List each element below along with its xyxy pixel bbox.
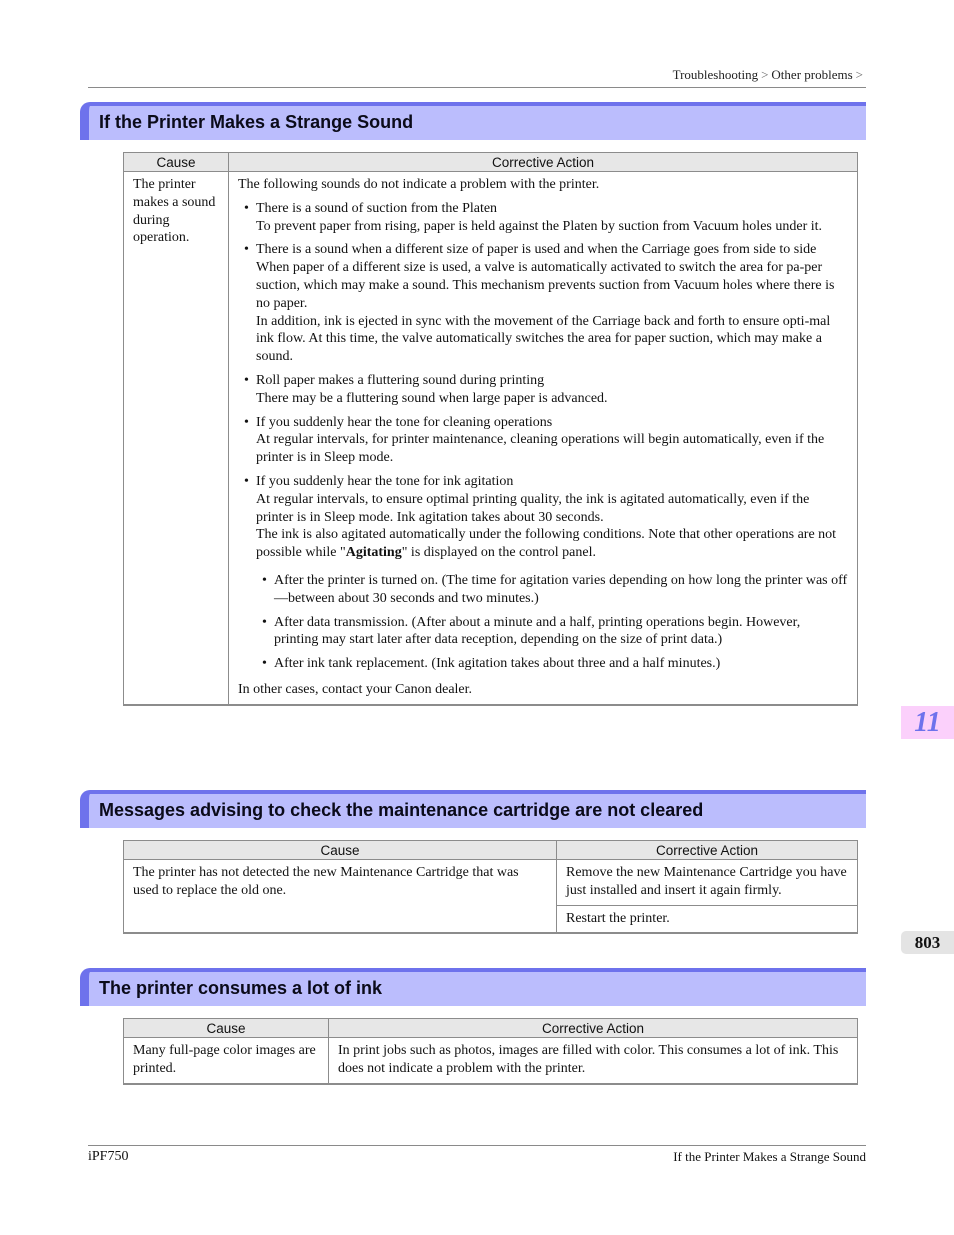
item-title: • If you suddenly hear the tone for cleaning operations <box>256 414 553 430</box>
list-item: • After ink tank replacement. (Ink agitation takes about three and a half minutes.) <box>274 655 848 673</box>
bottom-divider <box>88 1145 866 1146</box>
section-title-strange-sound: If the Printer Makes a Strange Sound <box>80 102 866 140</box>
item-body: In addition, ink is ejected in sync with the movement of the Carriage back and forth to ensure opti-mal ink flow. At this time, the valve automatically switches the area for paper suction, which may make a sound. <box>256 313 831 365</box>
item-body: When paper of a different size is used, a valve is automatically activated to switch the area for pa-per suction, which may make a sound. This mechanism prevents suction from Vacuum holes where there is no paper. <box>256 260 835 311</box>
list-item <box>256 241 848 366</box>
agitating-label: Agitating <box>345 545 402 561</box>
item-body: At regular intervals, for printer maintenance, cleaning operations will begin automatically, even if the printer is in Sleep mode. <box>256 432 825 466</box>
breadcrumb-separator: > <box>761 67 769 82</box>
cause-cell: Many full-page color images are printed. <box>124 1038 329 1084</box>
chapter-tab[interactable]: 11 <box>901 706 954 739</box>
list-item <box>256 200 848 236</box>
table-header-row <box>124 153 858 172</box>
list-item: • After data transmission. (After about a minute and a half, printing operations begin. However, printing may start later after data reception, depending on the size of print data.) <box>274 614 848 650</box>
table-header-row <box>124 1019 858 1038</box>
footer-section-title: If the Printer Makes a Strange Sound <box>673 1149 866 1164</box>
sound-list <box>238 200 848 673</box>
corrective-action-cell: Remove the new Maintenance Cartridge you have just installed and insert it again firmly. <box>557 860 858 906</box>
cause-cell: The printer makes a sound during operation. <box>124 172 229 705</box>
section-title-ink-consumption: The printer consumes a lot of ink <box>80 968 866 1006</box>
breadcrumb-separator: > <box>855 67 863 82</box>
list-item <box>256 473 848 673</box>
top-divider <box>88 87 866 88</box>
item-title: • Roll paper makes a fluttering sound during printing <box>256 372 545 388</box>
corrective-action-cell: Restart the printer. <box>557 905 858 933</box>
column-header-cause: Cause <box>124 153 229 172</box>
agitation-conditions-list <box>256 572 848 673</box>
list-item: • After the printer is turned on. (The time for agitation varies depending on how long the printer was off—between about 30 seconds and two minutes.) <box>274 572 848 608</box>
footer-model: iPF750 <box>88 1149 129 1164</box>
table-header-row <box>124 841 858 860</box>
item-body: At regular intervals, to ensure optimal printing quality, the ink is agitated automatically, even if the printer is in Sleep mode. Ink agitation takes about 30 seconds. <box>256 491 810 525</box>
section-title-maintenance-cartridge: Messages advising to check the maintenance cartridge are not cleared <box>80 790 866 828</box>
breadcrumb-troubleshooting[interactable]: Troubleshooting <box>672 67 759 82</box>
strange-sound-table <box>123 152 858 706</box>
item-title: • There is a sound of suction from the Platen <box>256 200 498 216</box>
item-body: To prevent paper from rising, paper is held against the Platen by suction from Vacuum holes under it. <box>256 218 823 234</box>
intro-text: The following sounds do not indicate a problem with the printer. <box>238 177 600 192</box>
corrective-action-cell: In print jobs such as photos, images are filled with color. This consumes a lot of ink. This does not indicate a problem with the printer. <box>329 1038 858 1084</box>
page-number: 803 <box>901 931 954 954</box>
item-body: There may be a fluttering sound when large paper is advanced. <box>256 390 608 406</box>
item-body: The ink is also agitated automatically under the following conditions. Note that other operations are not possible while "Agitating" is displayed on the control panel. <box>256 527 837 561</box>
ink-consumption-table <box>123 1018 858 1085</box>
column-header-cause: Cause <box>124 841 557 860</box>
cause-cell: The printer has not detected the new Maintenance Cartridge that was used to replace the old one. <box>124 860 557 934</box>
table-row <box>124 172 858 705</box>
outro-text: In other cases, contact your Canon dealer. <box>238 681 473 697</box>
column-header-corrective-action: Corrective Action <box>229 153 858 172</box>
column-header-cause: Cause <box>124 1019 329 1038</box>
column-header-corrective-action: Corrective Action <box>557 841 858 860</box>
list-item <box>256 372 848 408</box>
item-title: • If you suddenly hear the tone for ink agitation <box>256 473 514 489</box>
maintenance-cartridge-table <box>123 840 858 934</box>
table-row <box>124 1038 858 1084</box>
breadcrumb <box>673 67 866 83</box>
corrective-action-cell <box>229 172 858 705</box>
table-row <box>124 860 858 906</box>
item-title: • There is a sound when a different size of paper is used and when the Carriage goes from side to side <box>256 242 817 258</box>
list-item <box>256 414 848 467</box>
breadcrumb-other-problems[interactable]: Other problems <box>771 67 853 82</box>
column-header-corrective-action: Corrective Action <box>329 1019 858 1038</box>
